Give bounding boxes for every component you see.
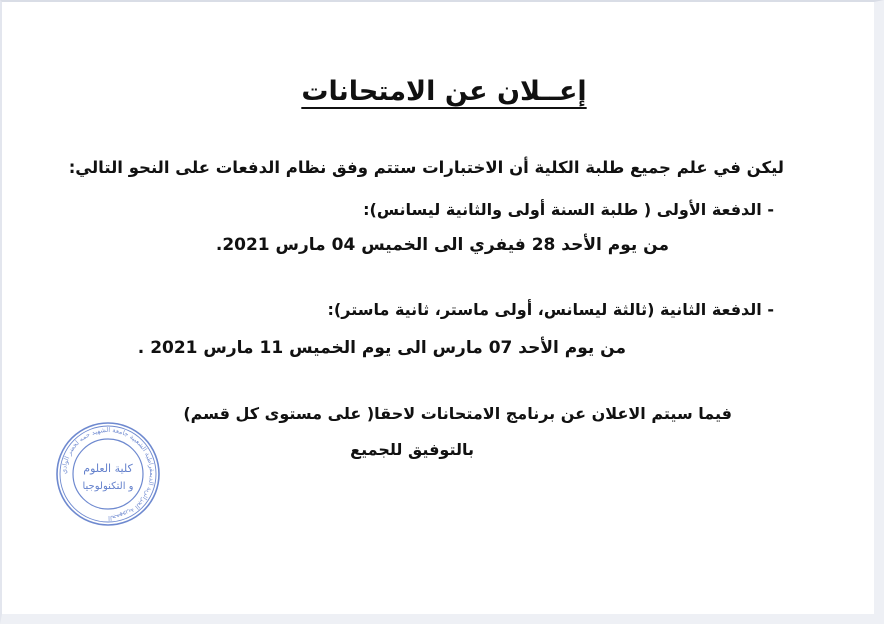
faculty-stamp-icon xyxy=(55,421,161,527)
batch2-dates: من يوم الأحد 07 مارس الى يوم الخميس 11 مارس 2021 . xyxy=(137,338,626,358)
schedule-note: فيما سيتم الاعلان عن برنامج الامتحانات لاحقا( على مستوى كل قسم) xyxy=(183,404,732,423)
batch2-heading: - الدفعة الثانية (ثالثة ليسانس، أولى ماستر، ثانية ماستر): xyxy=(327,300,774,319)
title-text: إعــلان عن الامتحانات xyxy=(301,76,587,107)
page-title xyxy=(2,76,884,107)
batch1-heading: - الدفعة الأولى ( طلبة السنة أولى والثانية ليسانس): xyxy=(363,200,774,219)
intro-text: ليكن في علم جميع طلبة الكلية أن الاختبارات ستتم وفق نظام الدفعات على النحو التالي: xyxy=(68,158,784,177)
stamp-line-1: كلية العلوم xyxy=(83,462,133,475)
closing-text: بالتوفيق للجميع xyxy=(350,440,474,459)
stamp-line-2: و التكنولوجيا xyxy=(82,481,134,492)
batch1-dates: من يوم الأحد 28 فيفري الى الخميس 04 مارس 2021. xyxy=(215,235,669,255)
stamp-ring-text: الجمهورية الجزائرية الديمقراطية الشعبية جامعة الشهيد حمه لخضر الوادي xyxy=(59,425,157,523)
